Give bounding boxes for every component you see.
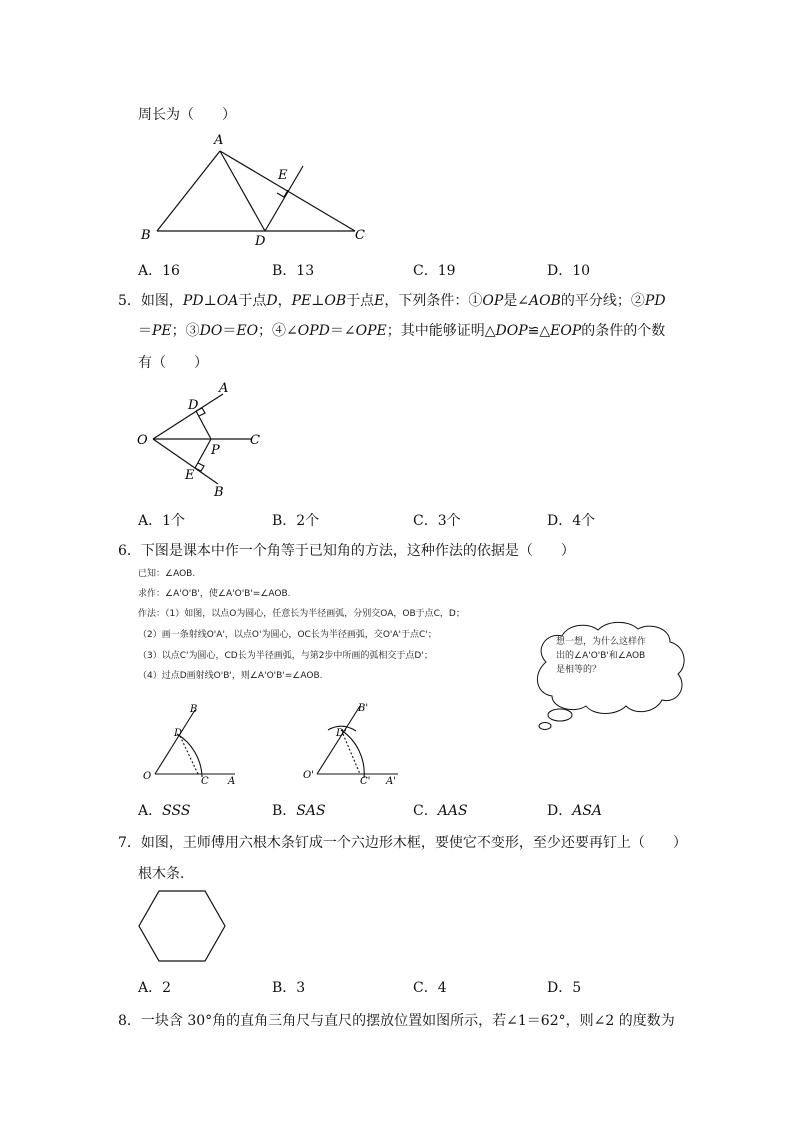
q6-fig1-label-b: B xyxy=(190,704,198,715)
q6-figure-constructed-angle xyxy=(300,700,410,790)
q5-segment-pd xyxy=(196,411,211,439)
q5-label-a: A xyxy=(219,381,229,396)
q5-option-d: D．4个 xyxy=(547,513,596,529)
q6-fig2-ray-ob xyxy=(317,706,360,774)
q5-segment-pe xyxy=(195,439,211,468)
q5-line2: ＝PE；③DO＝EO；④∠OPD＝∠OPE；其中能够证明△DOP≌△EOP的条件的个数 xyxy=(138,323,666,339)
q6-bubble-line-2: 出的∠A'O'B'和∠AOB xyxy=(556,651,646,661)
q4-label-a: A xyxy=(214,133,224,148)
q4-option-d: D．10 xyxy=(547,263,591,279)
q6-step-goal: 求作：∠A'O'B'，使∠A'O'B'=∠AOB. xyxy=(138,589,291,599)
q4-option-c: C．19 xyxy=(413,263,456,279)
q6-figure-original-angle xyxy=(140,700,250,790)
q4-triangle-figure xyxy=(135,128,375,253)
q6-fig2-label-o: O' xyxy=(303,770,314,781)
q5-label-b: B xyxy=(214,485,224,500)
q5-label-o: O xyxy=(137,433,148,448)
q7-option-a: A．2 xyxy=(138,980,172,996)
q6-fig1-label-d: D xyxy=(174,728,183,739)
q5-line1: 5．如图，PD⊥OA于点D，PE⊥OB于点E，下列条件：①OP是∠AOB的平分线；②PD xyxy=(118,293,666,309)
q7-option-c: C．4 xyxy=(413,980,447,996)
q7-hexagon xyxy=(139,891,225,961)
q5-right-angle-e xyxy=(195,463,204,471)
q6-fig1-ray-ob xyxy=(155,710,195,774)
q4-option-b: B．13 xyxy=(272,263,315,279)
q4-side-ab xyxy=(157,151,220,231)
q4-label-d: D xyxy=(255,234,266,249)
q4-option-a: A．16 xyxy=(138,263,180,279)
q5-option-b: B．2个 xyxy=(272,513,320,529)
q6-step-1: 作法：（1）如图，以点O为圆心，任意长为半径画弧，分别交OA，OB于点C，D； xyxy=(138,609,465,619)
q6-fig1-chord-cd xyxy=(180,736,198,774)
q6-bubble-line-3: 是相等的？ xyxy=(556,665,602,675)
q4-label-c: C xyxy=(355,228,365,243)
q5-option-a: A．1个 xyxy=(138,513,186,529)
q6-option-a: A．SSS xyxy=(138,803,191,819)
q4-label-b: B xyxy=(141,228,151,243)
q6-fig1-label-o: O xyxy=(143,771,152,782)
q6-option-d: D．ASA xyxy=(547,803,603,819)
q5-angle-figure xyxy=(133,376,273,501)
q6-step-2: （2）画一条射线O'A'，以点O'为圆心，OC长为半径画弧，交O'A'于点C'； xyxy=(138,630,437,640)
q6-step-given: 已知：∠AOB. xyxy=(138,569,196,579)
q5-line3: 有（ ） xyxy=(138,355,208,371)
q6-fig1-label-c: C xyxy=(201,776,209,787)
q6-fig2-label-a: A' xyxy=(386,776,396,787)
q6-step-3: （3）以点C'为圆心，CD长为半径画弧，与第2步中所画的弧相交于点D'； xyxy=(138,651,433,661)
q5-label-e: E xyxy=(185,468,195,483)
q6-option-c: C．AAS xyxy=(413,803,468,819)
q4-stem-tail: 周长为（ ） xyxy=(138,107,236,123)
q5-label-d: D xyxy=(188,398,199,413)
q6-option-b: B．SAS xyxy=(272,803,326,819)
q7-line2: 根木条． xyxy=(138,866,194,882)
q5-number: 5． xyxy=(118,293,141,309)
q5-label-p: P xyxy=(211,443,220,458)
q4-label-e: E xyxy=(278,168,288,183)
q4-right-angle-mark xyxy=(277,190,288,197)
q6-stem: 6．下图是课本中作一个角等于已知角的方法，这种作法的依据是（ ） xyxy=(118,543,575,559)
q5-label-c: C xyxy=(250,433,260,448)
q4-segment-ad xyxy=(220,151,265,231)
q7-option-b: B．3 xyxy=(272,980,306,996)
q7-option-d: D．5 xyxy=(547,980,582,996)
q6-fig2-label-d: D' xyxy=(336,728,347,739)
q6-fig1-label-a: A xyxy=(228,776,236,787)
q8-line1: 8．一块含 30°角的直角三角尺与直尺的摆放位置如图所示，若∠1＝62°，则∠2 的度数为 xyxy=(118,1013,675,1029)
q6-step-4: （4）过点D画射线O'B'，则∠A'O'B'=∠AOB. xyxy=(138,671,323,681)
q7-hexagon-figure xyxy=(135,888,230,968)
q6-fig2-label-c: C' xyxy=(360,776,371,787)
q6-fig2-label-b: B' xyxy=(358,703,369,714)
q7-line1: 7．如图，王师傅用六根木条钉成一个六边形木框，要使它不变形，至少还要再钉上（ ） xyxy=(118,835,687,851)
q6-bubble-line-1: 想一想，为什么这样作 xyxy=(556,637,647,647)
q5-option-c: C．3个 xyxy=(413,513,461,529)
